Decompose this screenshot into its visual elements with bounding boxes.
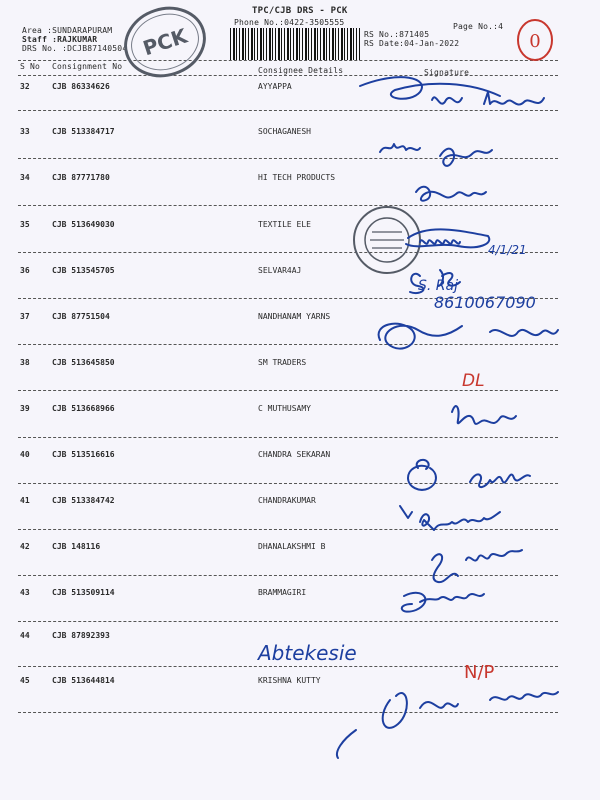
divider <box>18 575 558 576</box>
row-sno: 36 <box>20 266 30 275</box>
divider <box>18 390 558 391</box>
np-mark: N/P <box>464 662 495 683</box>
row-sno: 39 <box>20 404 30 413</box>
col-signature: Signature <box>424 68 470 77</box>
row-consignment: CJB 513545705 <box>52 266 115 275</box>
row-consignment: CJB 513649030 <box>52 220 115 229</box>
row-consignee: NANDHANAM YARNS <box>258 312 331 321</box>
divider <box>18 158 558 159</box>
divider <box>18 483 558 484</box>
row-consignment: CJB 87892393 <box>52 631 110 640</box>
table-row <box>0 676 600 696</box>
table-row <box>0 82 600 102</box>
handwritten-sr: S. Raj <box>418 278 458 294</box>
row-consignee: C MUTHUSAMY <box>258 404 311 413</box>
table-row <box>0 173 600 193</box>
row-sno: 34 <box>20 173 30 182</box>
divider <box>18 529 558 530</box>
col-consignment: Consignment No <box>52 62 123 71</box>
rs-date: RS Date:04-Jan-2022 <box>364 39 460 48</box>
row-consignee: TEXTILE ELE <box>258 220 311 229</box>
company-seal <box>354 207 420 273</box>
row-consignment: CJB 513668966 <box>52 404 115 413</box>
handwritten-date: 4/1/21 <box>488 243 527 257</box>
col-sno: S No <box>20 62 41 71</box>
barcode <box>230 28 360 60</box>
phone-number: Phone No.:0422-3505555 <box>234 18 345 27</box>
table-row <box>0 496 600 516</box>
row-consignment: CJB 86334626 <box>52 82 110 91</box>
area-label: Area :SUNDARAPURAM <box>22 26 113 35</box>
handwritten-phone: 8610067090 <box>434 293 536 312</box>
divider <box>18 60 558 61</box>
table-row <box>0 542 600 562</box>
row-consignment: CJB 513644814 <box>52 676 115 685</box>
table-row <box>0 631 600 651</box>
circled-mark <box>518 20 552 60</box>
divider <box>18 75 558 76</box>
row-sno: 35 <box>20 220 30 229</box>
table-row <box>0 588 600 608</box>
row-sno: 44 <box>20 631 30 640</box>
table-row <box>0 450 600 470</box>
table-row <box>0 404 600 424</box>
row-consignment: CJB 87751504 <box>52 312 110 321</box>
sheet-title: TPC/CJB DRS - PCK <box>252 6 348 16</box>
row-consignee: SM TRADERS <box>258 358 307 367</box>
divider <box>18 437 558 438</box>
divider <box>18 298 558 299</box>
row-consignee: AYYAPPA <box>258 82 292 91</box>
row-consignee: HI TECH PRODUCTS <box>258 173 336 182</box>
staff-label: Staff :RAJKUMAR <box>22 35 98 44</box>
divider <box>18 205 558 206</box>
row-sno: 45 <box>20 676 30 685</box>
row-consignment: CJB 513384742 <box>52 496 115 505</box>
row-sno: 37 <box>20 312 30 321</box>
row-consignment: CJB 87771780 <box>52 173 110 182</box>
row-consignee: SOCHAGANESH <box>258 127 311 136</box>
circled-text: 0 <box>529 31 541 52</box>
table-row <box>0 312 600 332</box>
row-sno: 38 <box>20 358 30 367</box>
divider <box>18 666 558 667</box>
divider <box>18 252 558 253</box>
rs-number: RS No.:871405 <box>364 30 430 39</box>
divider <box>18 344 558 345</box>
row-consignee: KRISHNA KUTTY <box>258 676 321 685</box>
pck-stamp <box>117 0 213 86</box>
table-row <box>0 266 600 286</box>
row-sno: 42 <box>20 542 30 551</box>
divider <box>18 712 558 713</box>
row-consignment: CJB 513384717 <box>52 127 115 136</box>
row-sno: 32 <box>20 82 30 91</box>
table-row <box>0 220 600 240</box>
row-consignee: BRAMMAGIRI <box>258 588 307 597</box>
handwritten-row44: Abtekesie <box>258 641 357 665</box>
row-consignee: CHANDRA SEKARAN <box>258 450 331 459</box>
row-sno: 41 <box>20 496 30 505</box>
row-consignee: SELVAR4AJ <box>258 266 302 275</box>
row-sno: 40 <box>20 450 30 459</box>
row-consignment: CJB 513516616 <box>52 450 115 459</box>
row-sno: 43 <box>20 588 30 597</box>
row-consignee: DHANALAKSHMI B <box>258 542 326 551</box>
divider <box>18 621 558 622</box>
col-consignee: Consignee Details <box>258 66 344 75</box>
row-consignment: CJB 513645850 <box>52 358 115 367</box>
row-consignment: CJB 148116 <box>52 542 101 551</box>
row-consignment: CJB 513509114 <box>52 588 115 597</box>
table-row <box>0 358 600 378</box>
dl-mark: DL <box>462 371 485 391</box>
table-row <box>0 127 600 147</box>
row-consignee: CHANDRAKUMAR <box>258 496 316 505</box>
page-number: Page No.:4 <box>453 22 504 31</box>
row-sno: 33 <box>20 127 30 136</box>
drs-number: DRS No. :DCJB87140504 <box>22 44 128 53</box>
divider <box>18 110 558 111</box>
stamp-text: PCK <box>139 23 191 61</box>
